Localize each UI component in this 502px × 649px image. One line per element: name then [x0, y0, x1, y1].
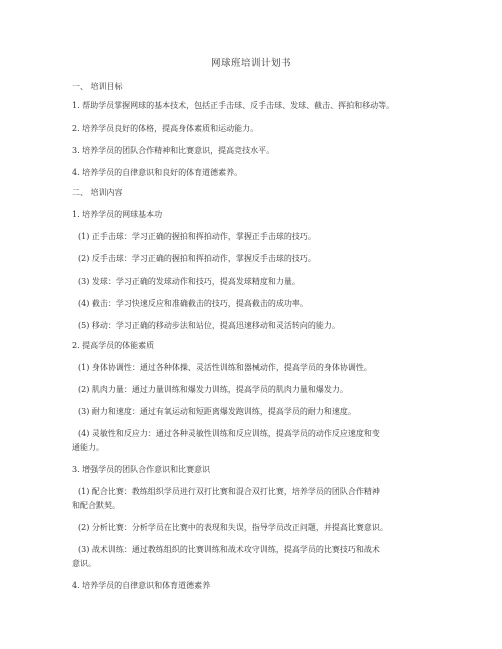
content-subitem: (2) 肌肉力量：通过力量训练和爆发力训练，提高学员的肌肉力量和爆发力。: [78, 385, 348, 394]
section-heading-content: 二、 培训内容: [72, 188, 123, 197]
content-subitem: (2) 分析比赛：分析学员在比赛中的表现和失误，指导学员改正问题，并提高比赛意识。: [78, 523, 388, 532]
document-title: 网球班培训计划书: [210, 58, 291, 69]
goal-item-4: 4. 培养学员的自律意识和良好的体育道德素养。: [72, 168, 243, 177]
content-subitem: (5) 移动：学习正确的移动步法和站位，提高迅速移动和灵活转向的能力。: [78, 321, 340, 330]
content-subitem: (4) 截击：学习快速反应和准确截击的技巧，提高截击的成功率。: [78, 299, 308, 308]
goal-item-1: 1. 帮助学员掌握网球的基本技术，包括正手击球、反手击球、发球、截击、挥拍和移动等。: [72, 101, 395, 110]
section-heading-goals: 一、 培训目标: [72, 82, 123, 91]
content-subitem-continued: 和配合默契。: [72, 501, 120, 510]
content-item-3: 3. 增强学员的团队合作意识和比赛意识: [72, 465, 211, 474]
content-subitem: (3) 发球：学习正确的发球动作和技巧，提高发球精度和力量。: [78, 277, 300, 286]
content-subitem: (3) 战术训练：通过教练组织的比赛训练和战术攻守训练，提高学员的比赛技巧和战术: [78, 545, 380, 554]
content-item-4: 4. 培养学员的自律意识和体育道德素养: [72, 581, 211, 590]
content-item-1: 1. 培养学员的网球基本功: [72, 210, 163, 219]
content-subitem: (3) 耐力和速度：通过有氧运动和短距离爆发跑训练，提高学员的耐力和速度。: [78, 407, 356, 416]
content-subitem: (1) 身体协调性：通过各种体操、灵活性训练和器械动作，提高学员的身体协调性。: [78, 363, 372, 372]
content-subitem: (1) 配合比赛：教练组织学员进行双打比赛和混合双打比赛，培养学员的团队合作精神: [78, 487, 380, 496]
content-subitem-continued: 意识。: [72, 559, 96, 568]
content-item-2: 2. 提高学员的体能素质: [72, 341, 155, 350]
content-subitem: (1) 正手击球：学习正确的握拍和挥拍动作，掌握正手击球的技巧。: [78, 232, 316, 241]
goal-item-2: 2. 培养学员良好的体格，提高身体素质和运动能力。: [72, 124, 259, 133]
content-subitem-continued: 通能力。: [72, 443, 104, 452]
content-subitem: (2) 反手击球：学习正确的握拍和挥拍动作，掌握反手击球的技巧。: [78, 254, 316, 263]
content-subitem: (4) 灵敏性和反应力：通过各种灵敏性训练和反应训练，提高学员的动作反应速度和变: [78, 429, 380, 438]
goal-item-3: 3. 培养学员的团队合作精神和比赛意识，提高竞技水平。: [72, 146, 275, 155]
